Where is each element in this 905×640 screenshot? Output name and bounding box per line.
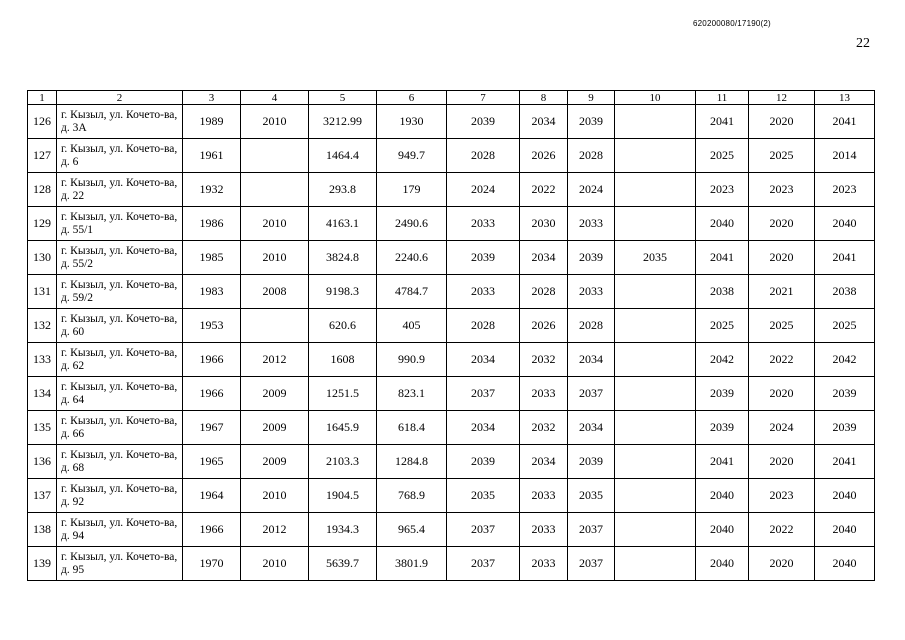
table-cell: 2020	[749, 105, 815, 139]
table-cell: 990.9	[377, 343, 447, 377]
table-cell	[615, 411, 696, 445]
table-cell: 1251.5	[309, 377, 377, 411]
column-header-4: 4	[241, 91, 309, 105]
table-cell: 2024	[568, 173, 615, 207]
table-cell: 2010	[241, 479, 309, 513]
table-cell: 2035	[568, 479, 615, 513]
table-cell: 1934.3	[309, 513, 377, 547]
table-cell	[615, 105, 696, 139]
column-header-2: 2	[57, 91, 183, 105]
table-cell: 2028	[447, 309, 520, 343]
table-cell: 2040	[815, 513, 875, 547]
table-cell: 2030	[520, 207, 568, 241]
table-cell: 2020	[749, 377, 815, 411]
table-row	[28, 173, 875, 207]
row-number-cell: 128	[28, 173, 57, 207]
table-cell: 2037	[568, 547, 615, 581]
address-cell: г. Кызыл, ул. Кочето-ва, д. 3А	[57, 105, 183, 139]
table-cell: 618.4	[377, 411, 447, 445]
column-header-5: 5	[309, 91, 377, 105]
table-cell: 965.4	[377, 513, 447, 547]
table-cell: 2028	[568, 139, 615, 173]
table-cell: 2028	[520, 275, 568, 309]
address-cell: г. Кызыл, ул. Кочето-ва, д. 94	[57, 513, 183, 547]
table-row	[28, 377, 875, 411]
table-cell: 2034	[520, 241, 568, 275]
table-cell: 2020	[749, 241, 815, 275]
table-cell: 2020	[749, 445, 815, 479]
table-cell: 2490.6	[377, 207, 447, 241]
row-number-cell: 126	[28, 105, 57, 139]
column-header-9: 9	[568, 91, 615, 105]
row-number-cell: 127	[28, 139, 57, 173]
table-cell: 2025	[815, 309, 875, 343]
table-cell: 4163.1	[309, 207, 377, 241]
address-cell: г. Кызыл, ул. Кочето-ва, д. 62	[57, 343, 183, 377]
row-number-cell: 135	[28, 411, 57, 445]
table-cell: 2009	[241, 445, 309, 479]
row-number-cell: 134	[28, 377, 57, 411]
table-cell: 2042	[815, 343, 875, 377]
table-cell: 2023	[749, 173, 815, 207]
column-header-7: 7	[447, 91, 520, 105]
table-cell: 2039	[696, 411, 749, 445]
table-cell	[615, 139, 696, 173]
table-cell: 2039	[568, 105, 615, 139]
table-cell: 2022	[749, 343, 815, 377]
table-cell: 2026	[520, 309, 568, 343]
table-cell: 2033	[568, 275, 615, 309]
table-cell: 179	[377, 173, 447, 207]
row-number-cell: 136	[28, 445, 57, 479]
table-cell: 2025	[749, 309, 815, 343]
table-cell: 2039	[815, 377, 875, 411]
table-row	[28, 479, 875, 513]
table-cell: 2034	[568, 411, 615, 445]
table-cell: 2038	[696, 275, 749, 309]
table-cell	[241, 139, 309, 173]
table-cell: 2039	[568, 241, 615, 275]
table-cell: 1985	[183, 241, 241, 275]
table-cell: 1930	[377, 105, 447, 139]
column-header-1: 1	[28, 91, 57, 105]
table-cell: 768.9	[377, 479, 447, 513]
table-row	[28, 411, 875, 445]
table-cell: 2034	[447, 343, 520, 377]
table-cell: 1904.5	[309, 479, 377, 513]
table-cell: 2025	[696, 139, 749, 173]
table-cell: 2033	[568, 207, 615, 241]
table-cell: 2037	[447, 547, 520, 581]
table-cell: 2023	[696, 173, 749, 207]
table-cell: 405	[377, 309, 447, 343]
table-cell: 949.7	[377, 139, 447, 173]
table-cell: 620.6	[309, 309, 377, 343]
row-number-cell: 132	[28, 309, 57, 343]
row-number-cell: 139	[28, 547, 57, 581]
table-cell: 2039	[815, 411, 875, 445]
table-cell: 2022	[749, 513, 815, 547]
table-cell: 2022	[520, 173, 568, 207]
table-row	[28, 275, 875, 309]
document-id: 620200080/17190(2)	[693, 19, 771, 28]
table-cell: 2039	[447, 105, 520, 139]
table-cell: 2037	[447, 377, 520, 411]
table-cell	[241, 309, 309, 343]
table-cell: 2040	[815, 479, 875, 513]
table-cell: 1967	[183, 411, 241, 445]
table-cell: 2033	[520, 547, 568, 581]
table-cell: 2010	[241, 207, 309, 241]
table-cell: 2028	[568, 309, 615, 343]
table-cell: 2240.6	[377, 241, 447, 275]
table-row	[28, 513, 875, 547]
column-header-10: 10	[615, 91, 696, 105]
table-cell: 1932	[183, 173, 241, 207]
table-cell: 2023	[749, 479, 815, 513]
table-body	[28, 105, 875, 581]
table-cell: 2025	[696, 309, 749, 343]
table-cell: 2037	[447, 513, 520, 547]
table-cell: 9198.3	[309, 275, 377, 309]
table-row	[28, 105, 875, 139]
table-cell	[615, 547, 696, 581]
table-cell	[615, 445, 696, 479]
table-cell: 2037	[568, 513, 615, 547]
address-cell: г. Кызыл, ул. Кочето-ва, д. 95	[57, 547, 183, 581]
row-number-cell: 138	[28, 513, 57, 547]
table-cell: 1645.9	[309, 411, 377, 445]
table-cell	[615, 513, 696, 547]
table-cell: 2010	[241, 241, 309, 275]
row-number-cell: 131	[28, 275, 57, 309]
table-row	[28, 343, 875, 377]
table-cell: 1961	[183, 139, 241, 173]
table-row	[28, 139, 875, 173]
address-cell: г. Кызыл, ул. Кочето-ва, д. 68	[57, 445, 183, 479]
table-cell: 2042	[696, 343, 749, 377]
page-number: 22	[856, 36, 870, 51]
table-cell: 2024	[749, 411, 815, 445]
table-row	[28, 547, 875, 581]
table-cell: 2040	[696, 547, 749, 581]
address-cell: г. Кызыл, ул. Кочето-ва, д. 92	[57, 479, 183, 513]
table-cell: 1608	[309, 343, 377, 377]
table-cell: 2033	[520, 479, 568, 513]
table-header-row	[28, 91, 875, 105]
table-cell: 3212.99	[309, 105, 377, 139]
address-cell: г. Кызыл, ул. Кочето-ва, д. 66	[57, 411, 183, 445]
table-cell: 2041	[696, 241, 749, 275]
table-cell: 5639.7	[309, 547, 377, 581]
table-cell	[615, 377, 696, 411]
table-cell	[615, 343, 696, 377]
table-cell: 823.1	[377, 377, 447, 411]
table-cell	[615, 173, 696, 207]
table-cell: 2033	[520, 377, 568, 411]
table-cell: 2035	[615, 241, 696, 275]
address-cell: г. Кызыл, ул. Кочето-ва, д. 22	[57, 173, 183, 207]
column-header-8: 8	[520, 91, 568, 105]
buildings-table	[27, 90, 875, 581]
table-cell: 3824.8	[309, 241, 377, 275]
table-cell: 2023	[815, 173, 875, 207]
table-cell: 3801.9	[377, 547, 447, 581]
table-row	[28, 241, 875, 275]
table-cell: 1970	[183, 547, 241, 581]
row-number-cell: 129	[28, 207, 57, 241]
row-number-cell: 137	[28, 479, 57, 513]
table-cell: 2026	[520, 139, 568, 173]
table-cell: 1964	[183, 479, 241, 513]
table-cell: 4784.7	[377, 275, 447, 309]
table-cell: 1965	[183, 445, 241, 479]
address-cell: г. Кызыл, ул. Кочето-ва, д. 55/1	[57, 207, 183, 241]
column-header-6: 6	[377, 91, 447, 105]
table-cell: 2040	[815, 547, 875, 581]
table-cell: 2041	[815, 445, 875, 479]
table-cell: 2008	[241, 275, 309, 309]
table-cell: 2033	[520, 513, 568, 547]
table-cell: 2009	[241, 411, 309, 445]
table-cell: 2040	[696, 479, 749, 513]
table-cell: 1983	[183, 275, 241, 309]
table-cell: 2041	[696, 105, 749, 139]
table-cell: 2037	[568, 377, 615, 411]
table-cell: 2040	[696, 207, 749, 241]
table-row	[28, 207, 875, 241]
table-cell: 2014	[815, 139, 875, 173]
table-cell: 2041	[815, 105, 875, 139]
table-cell: 2041	[815, 241, 875, 275]
table-cell: 2034	[520, 105, 568, 139]
table-cell	[615, 275, 696, 309]
table-cell: 2039	[696, 377, 749, 411]
address-cell: г. Кызыл, ул. Кочето-ва, д. 55/2	[57, 241, 183, 275]
table-cell: 1284.8	[377, 445, 447, 479]
table-cell: 2009	[241, 377, 309, 411]
row-number-cell: 130	[28, 241, 57, 275]
table-cell	[615, 309, 696, 343]
address-cell: г. Кызыл, ул. Кочето-ва, д. 6	[57, 139, 183, 173]
row-number-cell: 133	[28, 343, 57, 377]
table-cell	[615, 207, 696, 241]
table-cell: 2025	[749, 139, 815, 173]
table-cell: 2020	[749, 207, 815, 241]
table-cell: 2032	[520, 411, 568, 445]
table-cell: 1953	[183, 309, 241, 343]
table-cell	[615, 479, 696, 513]
table-cell: 1986	[183, 207, 241, 241]
table-cell: 2035	[447, 479, 520, 513]
column-header-11: 11	[696, 91, 749, 105]
table-cell: 2040	[696, 513, 749, 547]
table-cell: 2010	[241, 105, 309, 139]
address-cell: г. Кызыл, ул. Кочето-ва, д. 64	[57, 377, 183, 411]
table-cell: 2039	[568, 445, 615, 479]
table-cell: 2024	[447, 173, 520, 207]
table-cell: 2039	[447, 241, 520, 275]
table-cell: 293.8	[309, 173, 377, 207]
table-cell: 2103.3	[309, 445, 377, 479]
table-cell: 2038	[815, 275, 875, 309]
column-header-3: 3	[183, 91, 241, 105]
table-cell: 2028	[447, 139, 520, 173]
table-cell: 2020	[749, 547, 815, 581]
table-cell: 2041	[696, 445, 749, 479]
table-cell: 2012	[241, 513, 309, 547]
table-cell: 2034	[520, 445, 568, 479]
address-cell: г. Кызыл, ул. Кочето-ва, д. 59/2	[57, 275, 183, 309]
table-row	[28, 309, 875, 343]
table-cell: 2034	[568, 343, 615, 377]
table-cell: 2021	[749, 275, 815, 309]
table-cell: 2012	[241, 343, 309, 377]
table-cell: 2039	[447, 445, 520, 479]
table-cell: 2033	[447, 207, 520, 241]
table-cell: 1989	[183, 105, 241, 139]
table-cell: 2040	[815, 207, 875, 241]
table-cell: 2033	[447, 275, 520, 309]
table-cell: 1966	[183, 377, 241, 411]
column-header-13: 13	[815, 91, 875, 105]
column-header-12: 12	[749, 91, 815, 105]
table-cell: 1966	[183, 343, 241, 377]
table-cell	[241, 173, 309, 207]
address-cell: г. Кызыл, ул. Кочето-ва, д. 60	[57, 309, 183, 343]
table-cell: 1464.4	[309, 139, 377, 173]
table-cell: 2010	[241, 547, 309, 581]
table-row	[28, 445, 875, 479]
table-cell: 2032	[520, 343, 568, 377]
table-cell: 2034	[447, 411, 520, 445]
table-cell: 1966	[183, 513, 241, 547]
